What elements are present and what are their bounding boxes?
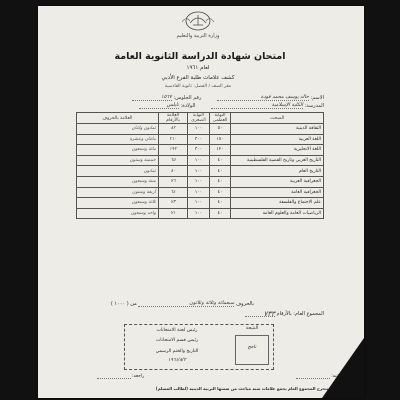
words-cell: ثلاثة وسبعون	[77, 198, 159, 209]
checker-label: راجعه:	[132, 374, 145, 379]
max-cell: ٤٠	[209, 208, 231, 219]
subject-cell: التاريخ العام	[231, 166, 324, 177]
table-row	[77, 155, 324, 166]
result-value: ناجح	[247, 345, 257, 350]
min-cell: ٣٠٠	[188, 134, 209, 145]
exam-center: مقر الصف / الفصل: ثانوية القادسية	[164, 84, 232, 89]
min-cell: ١٠٠	[188, 198, 209, 209]
header-min: النهاية الصغرى	[188, 113, 209, 124]
subject-cell: اللغة الانجليزية	[231, 145, 324, 156]
total-words-row	[78, 300, 324, 307]
mark-cell: ٨٠	[158, 166, 187, 177]
header-words: العلامة بالحروف	[77, 113, 159, 124]
words-cell: ثمانون واثنان	[77, 124, 159, 135]
birth-value: نابلس	[139, 102, 179, 109]
result-stamp-box	[235, 335, 269, 365]
words-cell: أربعة وستون	[77, 187, 159, 198]
subject-cell: الجغرافية العربية	[231, 176, 324, 187]
table-header-row	[77, 113, 324, 124]
words-cell: خمسة وستون	[77, 155, 159, 166]
min-cell: ١٠٠	[188, 124, 209, 135]
subject-cell: اللغة العربية	[231, 134, 324, 145]
words-cell: ستة وسبعون	[77, 176, 159, 187]
mark-cell: ٦٥	[158, 155, 187, 166]
subject-cell: الثقافة الدينية	[231, 124, 324, 135]
table-row	[77, 208, 324, 219]
emblem-icon	[176, 10, 220, 32]
table-row	[77, 176, 324, 187]
exam-year: لعام ١٩٦١	[186, 65, 210, 71]
mark-cell: ٧١	[158, 208, 187, 219]
header-mark: العلامة بالأرقام	[158, 113, 187, 124]
school-row	[139, 102, 324, 109]
section-head-label: رئيس قسم الامتحانات	[155, 338, 199, 343]
min-cell: ٣٠٠	[188, 145, 209, 156]
school-value: الكلية الإسلامية	[211, 102, 303, 109]
min-cell: ١٠٠	[188, 187, 209, 198]
table-row	[77, 124, 324, 135]
mark-cell: ٦٤	[158, 187, 187, 198]
certificate-paper	[38, 6, 364, 398]
result-label: النتيجة	[245, 326, 259, 331]
min-cell: ١٠٠	[188, 155, 209, 166]
header-max: النهاية العظمى	[209, 113, 231, 124]
max-cell: ٤٠	[209, 187, 231, 198]
date-label: التاريخ والختم الرسمي	[155, 349, 199, 354]
mark-cell: ٧٣	[158, 198, 187, 209]
total-words-label: بالحروف	[235, 301, 254, 307]
total-words-value: سبعمائة وثلاثة وثلاثون	[138, 300, 234, 307]
words-cell: ثمانون	[77, 166, 159, 177]
min-cell: ١٠٠	[188, 166, 209, 177]
max-cell: ١٢٠	[209, 145, 231, 156]
seat-label: رقم الجلوس:	[173, 95, 202, 101]
table-row	[77, 166, 324, 177]
min-cell: ١٠٠	[188, 208, 209, 219]
signature-row	[52, 372, 350, 379]
table-row	[77, 187, 324, 198]
total-of: من ( ١٠٠٠ )	[110, 301, 137, 307]
mark-cell: ٨٢	[158, 124, 187, 135]
table-row	[77, 134, 324, 145]
committee-head-label: رئيس لجنة الامتحانات	[156, 328, 198, 333]
table-row	[77, 145, 324, 156]
mark-cell: ٢١٠	[158, 134, 187, 145]
words-cell: مائة وتسعون	[77, 145, 159, 156]
total-digits-row	[78, 310, 324, 317]
words-cell: مائتان وعشرة	[77, 134, 159, 145]
name-value: خالد يوسف محمد فودة	[217, 94, 309, 101]
subject-cell: الرياضيات العامة والعلوم العامة	[231, 208, 324, 219]
grades-table	[76, 112, 324, 219]
mark-cell: ٧٦	[158, 176, 187, 187]
document-subtitle: كشف علامات طلبة الفرع الأدبي	[161, 75, 235, 81]
max-cell: ٤٠	[209, 155, 231, 166]
max-cell: ٤٠	[209, 166, 231, 177]
words-cell: واحد وسبعون	[77, 208, 159, 219]
min-cell: ١٠٠	[188, 176, 209, 187]
mark-cell: ١٩٢	[158, 145, 187, 156]
birth-label: الولادة:	[180, 103, 196, 109]
name-row	[132, 94, 324, 101]
ministry-name: وزارة التربية والتعليم	[176, 33, 220, 39]
max-cell: ٥٠	[209, 124, 231, 135]
header-subject: المبحث	[231, 113, 324, 124]
total-digits-value: ٧٣٣	[245, 310, 275, 317]
subject-cell: التاريخ العربي وتاريخ القضية الفلسطينية	[231, 155, 324, 166]
table-row	[77, 198, 324, 209]
document-title: امتحان شهادة الدراسة الثانوية العامة	[114, 51, 286, 62]
total-digits-label: بالأرقام	[276, 311, 292, 317]
total-label: المجموع العام:	[293, 311, 324, 317]
school-label: المدرسة:	[304, 103, 324, 109]
max-cell: ٤٠	[209, 176, 231, 187]
writer-label: كتبه:	[331, 374, 340, 379]
subject-cell: الجغرافية العامة	[231, 187, 324, 198]
footer-note: ملاحظة: يستخرج المجموع العام بجمع علامات ستة مباحث من ضمنها التربية الدينية (لطالب المسلم)	[155, 386, 350, 391]
max-cell: ١٥٠	[209, 134, 231, 145]
subject-cell: علم الاجتماع والفلسفة	[231, 198, 324, 209]
torn-corner	[322, 338, 364, 398]
result-box	[124, 324, 274, 370]
seat-value: ١٥٦٧	[132, 94, 172, 101]
date-value: ١٩٦١/٨/٣	[168, 358, 186, 363]
max-cell: ٤٠	[209, 198, 231, 209]
name-label: الاسم:	[310, 95, 324, 101]
